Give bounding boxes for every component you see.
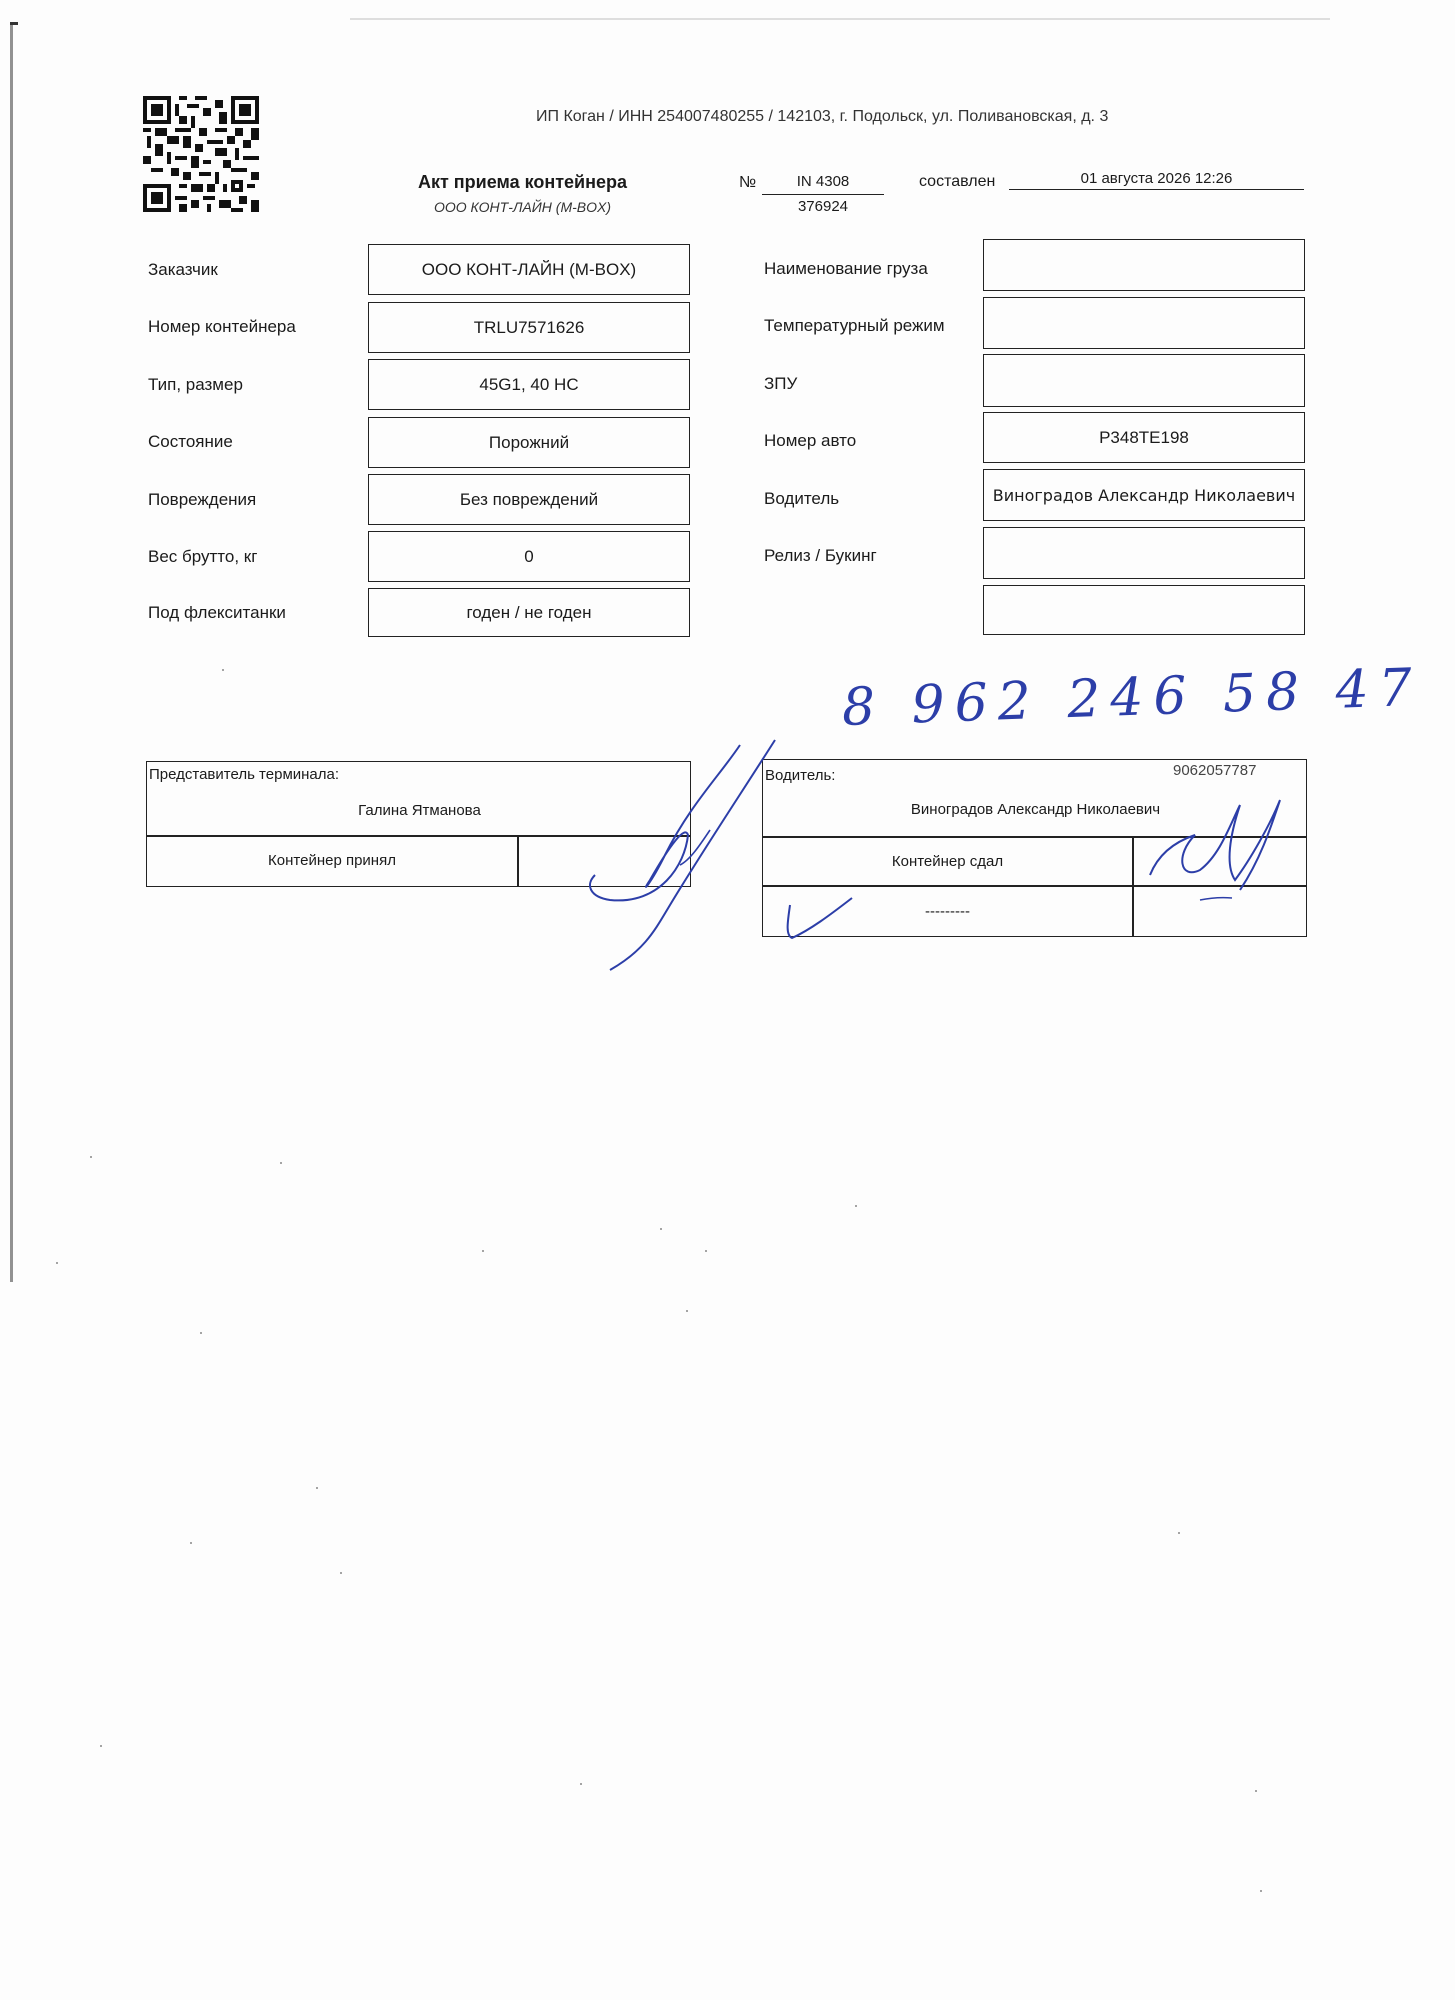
- field-label-driver: Водитель: [764, 489, 840, 508]
- qr-code-icon: [143, 96, 259, 212]
- field-container-number[interactable]: TRLU7571626: [368, 302, 690, 353]
- scan-speck: [1178, 1532, 1180, 1534]
- checkmark-icon: [780, 890, 860, 945]
- document-number: IN 4308: [796, 173, 850, 190]
- terminal-label: Представитель терминала:: [149, 766, 340, 783]
- driver-label: Водитель:: [765, 767, 836, 784]
- field-cargo-name[interactable]: [983, 239, 1305, 291]
- scan-speck: [222, 669, 224, 671]
- field-label-seal: ЗПУ: [764, 374, 798, 393]
- field-type-size[interactable]: 45G1, 40 HC: [368, 359, 690, 410]
- field-label-cargo-name: Наименование груза: [764, 259, 928, 278]
- scan-speck: [1260, 1890, 1262, 1892]
- field-flexitank[interactable]: годен / не годен: [368, 588, 690, 637]
- scan-speck: [1255, 1790, 1257, 1792]
- scan-speck: [200, 1332, 202, 1334]
- field-label-type-size: Тип, размер: [148, 375, 243, 394]
- driver-signature-icon: [1140, 780, 1310, 910]
- handwritten-phone: 8 962 246 58 47: [840, 657, 1423, 738]
- company-header: ИП Коган / ИНН 254007480255 / 142103, г. Подольск, ул. Поливановская, д. 3: [536, 108, 1109, 125]
- field-extra[interactable]: [983, 585, 1305, 635]
- composed-underline: [1009, 189, 1304, 190]
- scan-speck: [100, 1745, 102, 1747]
- number-underline: [762, 194, 884, 195]
- scan-edge-top: [350, 18, 1330, 20]
- scan-speck: [705, 1250, 707, 1252]
- field-vehicle-number[interactable]: Р348ТЕ198: [983, 412, 1305, 463]
- field-label-release-booking: Релиз / Букинг: [764, 546, 877, 565]
- terminal-signature-icon: [570, 735, 780, 975]
- container-accepted-label: Контейнер принял: [268, 852, 396, 869]
- scan-speck: [340, 1572, 342, 1574]
- field-seal[interactable]: [983, 354, 1305, 407]
- scan-speck: [90, 1156, 92, 1158]
- field-gross-weight[interactable]: 0: [368, 531, 690, 582]
- field-label-container-number: Номер контейнера: [148, 317, 296, 336]
- driver-name: Виноградов Александр Николаевич: [910, 801, 1161, 818]
- scan-corner-mark: [10, 22, 18, 25]
- field-condition[interactable]: Порожний: [368, 417, 690, 468]
- scan-speck: [316, 1487, 318, 1489]
- document-title: Акт приема контейнера: [417, 172, 628, 192]
- field-label-flexitank: Под флекситанки: [148, 603, 286, 622]
- field-customer[interactable]: ООО КОНТ-ЛАЙН (M-BOX): [368, 244, 690, 295]
- scan-speck: [686, 1310, 688, 1312]
- scan-speck: [855, 1205, 857, 1207]
- scan-speck: [56, 1262, 58, 1264]
- container-handed-label: Контейнер сдал: [891, 853, 1004, 870]
- driver-dashes: ---------: [925, 903, 970, 920]
- field-damage[interactable]: Без повреждений: [368, 474, 690, 525]
- driver-phone: 9062057787: [1173, 762, 1257, 779]
- field-label-gross-weight: Вес брутто, кг: [148, 547, 258, 566]
- composed-label: составлен: [919, 173, 996, 190]
- document-subtitle: ООО КОНТ-ЛАЙН (M-BOX): [433, 199, 612, 215]
- field-release-booking[interactable]: [983, 527, 1305, 579]
- field-label-customer: Заказчик: [148, 260, 218, 279]
- scan-speck: [482, 1250, 484, 1252]
- field-temperature[interactable]: [983, 297, 1305, 349]
- terminal-representative-name: Галина Ятманова: [358, 802, 481, 819]
- composed-date: 01 августа 2026 12:26: [1080, 170, 1233, 187]
- scan-speck: [580, 1783, 582, 1785]
- field-label-temperature: Температурный режим: [764, 316, 945, 335]
- field-driver[interactable]: Виноградов Александр Николаевич: [983, 469, 1305, 521]
- field-label-condition: Состояние: [148, 432, 233, 451]
- scan-edge-left: [10, 22, 13, 1282]
- document-subnumber: 376924: [797, 198, 849, 215]
- number-sign: №: [739, 174, 757, 191]
- scan-speck: [280, 1162, 282, 1164]
- field-label-vehicle-number: Номер авто: [764, 431, 857, 450]
- scan-speck: [660, 1228, 662, 1230]
- field-label-damage: Повреждения: [148, 490, 257, 509]
- scan-speck: [190, 1542, 192, 1544]
